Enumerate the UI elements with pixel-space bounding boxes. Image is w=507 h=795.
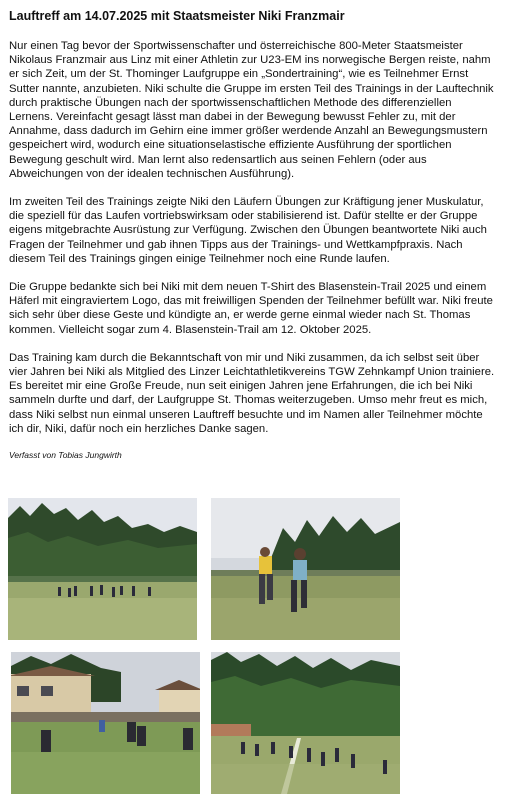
paragraph-1: Nur einen Tag bevor der Sportwissenschafter und österreichische 800-Meter Staatsmeister Nikolaus Franzmair aus Linz mit einer Athletin zur U23-EM ins norwegische Bergen reiste, nahm er sich Zeit, um der St. Thominger Laufgruppe ein „Sondertraining“, wie es Teilnehmer Ernst Sutter nannte, anzubieten. Niki schulte die Gruppe im ersten Teil des Trainings in der Lauftechnik durch praktische Übungen nach der sportwissenschaftlichen Methode des differenziellen Lernens. Vereinfacht gesagt lässt man dabei in der Bewegung bewusst Fehler zu, mit der Annahme, dass dadurch im Gehirn eine immer größer werdende Anzahl an Bewegungsmustern gespeichert wird, wodurch eine situationselastische effiziente Ausführung der sportlichen Bewegung geschult wird. Man lernt also redensartlich aus seinen Fehlern (oder aus Abweichungen von der idealen technischen Ausführung).	[9, 40, 494, 180]
gallery-photo-2[interactable]	[211, 498, 400, 640]
article-title: Lauftreff am 14.07.2025 mit Staatsmeister Niki Franzmair	[9, 9, 345, 23]
gallery-photo-4[interactable]	[211, 652, 400, 794]
paragraph-4: Das Training kam durch die Bekanntschaft von mir und Niki zusammen, da ich selbst seit über vier Jahren bei Niki als Mitglied des Linzer Leichtathletikvereins TGW Zehnkampf Union trainiere. Es bereitet mir eine Große Freude, nun seit einigen Jahren jene Erfahrungen, die ich bei Niki sammeln durfte und darf, der Laufgruppe St. Thomas weiterzugeben. Umso mehr freut es mich, dass Niki selbst nun einmal unseren Lauftreff besuchte und im Namen aller Teilnehmer möchte ich dir, Niki, dafür noch ein herzliches Danke sagen.	[9, 351, 495, 435]
gallery-photo-3[interactable]	[11, 652, 200, 794]
article	[9, 8, 497, 461]
gallery-photo-1[interactable]	[8, 498, 197, 640]
author-credit: Verfasst von Tobias Jungwirth	[9, 450, 122, 461]
paragraph-3: Die Gruppe bedankte sich bei Niki mit dem neuen T-Shirt des Blasenstein-Trail 2025 und einem Häferl mit eingraviertem Logo, das mit freiwilligen Spenden der Teilnehmer befüllt war. Niki freute sich sehr über diese Geste und kündigte an, er werde gerne einmal wieder nach St. Thomas kommen. Vielleicht sogar zum 4. Blasenstein-Trail am 12. Oktober 2025.	[9, 281, 493, 336]
paragraph-2: Im zweiten Teil des Trainings zeigte Niki den Läufern Übungen zur Kräftigung jener Muskulatur, die speziell für das Laufen vortriebswirksam oder stabilisierend ist. Dafür stellte er der Gruppe eigens mitgebrachte Ausrüstung zur Verfügung. Zwischen den Übungen beantwortete Niki auch Fragen der Teilnehmer und gab ihnen Tipps aus der Trainings- und Wettkampfpraxis. Nach diesem Teil des Trainings gingen einige Teilnehmer noch eine Runde laufen.	[9, 196, 487, 265]
